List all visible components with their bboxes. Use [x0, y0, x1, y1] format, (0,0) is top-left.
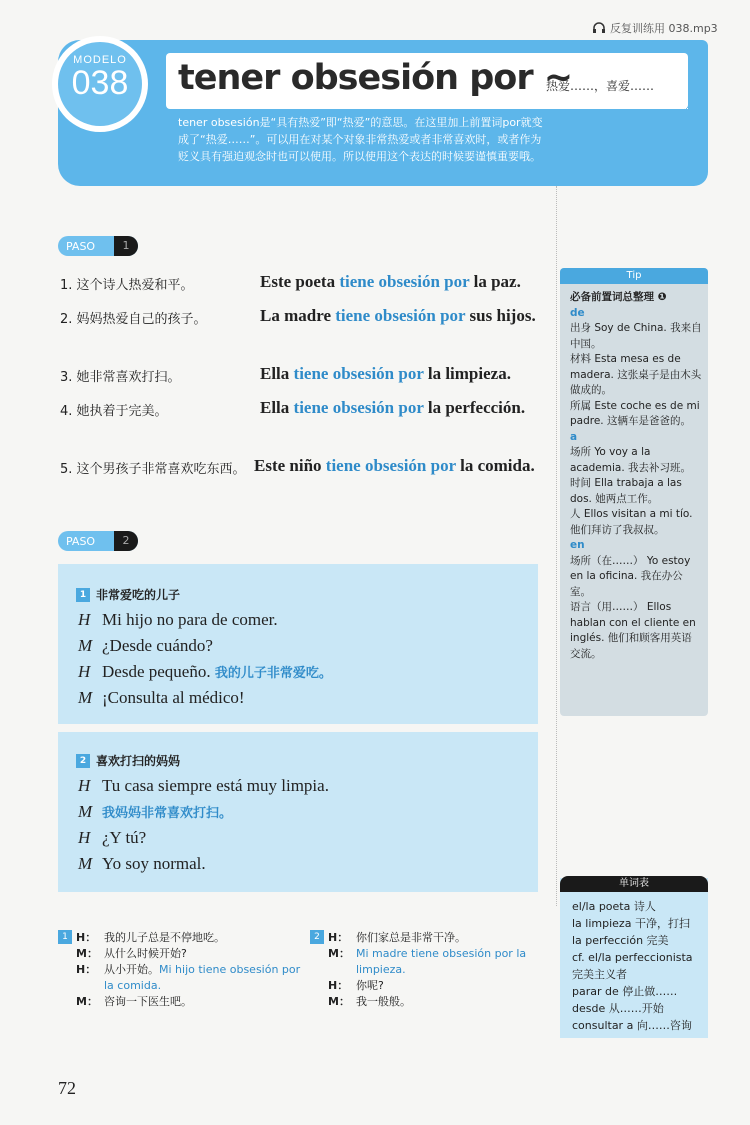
translation-chinese: 从什么时候开始? [104, 947, 187, 960]
spanish-pre: Ella [260, 364, 294, 383]
paso-1-label [58, 236, 138, 256]
spanish-post: la perfección. [423, 398, 526, 417]
dialog-number: 2 [76, 754, 90, 768]
translation-row [76, 962, 304, 994]
vocab-item: parar de 停止做…… [572, 985, 678, 998]
item-number: 2. [60, 312, 77, 327]
dialog-line [78, 636, 213, 656]
translation-chinese: 咨询一下医生吧。 [104, 995, 192, 1008]
paso-2-label [58, 531, 138, 551]
headphones-icon [592, 22, 606, 34]
translation-spanish: Mi hijo tiene obsesión por la comida. [104, 963, 301, 992]
translation-chinese: 从小开始。 [104, 963, 159, 976]
speaker-label: H [78, 610, 91, 629]
item-number: 1. [60, 278, 77, 293]
spanish-post: sus hijos. [465, 306, 536, 325]
translation-row [328, 930, 556, 946]
translation-row [328, 994, 556, 1010]
spanish-pre: Este poeta [260, 272, 340, 291]
item-number: 3. [60, 370, 77, 385]
tip-body [570, 290, 702, 662]
translation-speaker: M： [328, 995, 350, 1008]
translation-row [328, 978, 556, 994]
dialog-line [78, 776, 329, 796]
item-chinese-text: 她执着于完美。 [76, 404, 168, 419]
paso-label-text: PASO [66, 534, 96, 548]
dialog-line [78, 854, 206, 874]
page-number: 72 [58, 1078, 76, 1098]
tip-example: 时间 Ella trabaja a las dos. 她两点工作。 [570, 477, 682, 505]
paso1-chinese-5 [60, 458, 246, 477]
dialog-text [102, 854, 206, 874]
paso1-spanish-3 [260, 362, 540, 386]
item-number: 5. [60, 462, 77, 477]
dialog-text [102, 688, 245, 708]
spanish-post: la limpieza. [423, 364, 511, 383]
paso1-spanish-4 [260, 396, 540, 420]
translation-text [356, 930, 556, 946]
dialog-text [102, 802, 232, 822]
translation-text [104, 994, 304, 1010]
paso1-chinese-4 [60, 400, 168, 419]
spanish-key-phrase: tiene obsesión por [325, 456, 456, 475]
speaker-label: H [78, 828, 91, 847]
translation-speaker: M： [76, 995, 98, 1008]
tip-example: 语言（用……） Ellos hablan con el cliente en inglés. 他们和顾客用英语交流。 [570, 601, 696, 660]
description: tener obsesión是“具有热爱”即“热爱”的意思。在这里加上前置词por就变成了“热爱……”。可以用在对某个对象非常热爱或者非常喜欢时，或者作为贬义具有强迫观念时也可以使用。所以使用这个表达的时候要谨慎重要哦。 [178, 116, 543, 163]
modelo-number: 038 [71, 64, 129, 102]
speaker-label: H [78, 776, 91, 795]
dialog-chinese-prompt: 我妈妈非常喜欢打扫。 [102, 806, 233, 821]
spanish-post: la paz. [469, 272, 521, 291]
dialog-spanish: ¿Y tú? [102, 828, 147, 847]
translation-chinese: 你们家总是非常干净。 [356, 931, 466, 944]
dialog-title: 非常爱吃的儿子 [96, 588, 181, 602]
speaker-label: M [78, 636, 93, 655]
paso1-spanish-5 [254, 454, 544, 478]
spanish-post: la comida. [455, 456, 535, 475]
translation-speaker: H： [328, 931, 349, 944]
translation-row [76, 994, 304, 1010]
paso1-spanish-1 [260, 270, 540, 294]
vocab-item: el/la poeta 诗人 [572, 900, 656, 913]
audio-track-label [592, 20, 718, 36]
tip-example: 场所 Yo voy a la academia. 我去补习班。 [570, 446, 692, 474]
translation-number: 2 [310, 930, 324, 944]
vocab-list [572, 898, 706, 1034]
title-meaning: 热爱……，喜爱…… [546, 79, 655, 93]
item-number: 4. [60, 404, 77, 419]
spanish-key-phrase: tiene obsesión por [293, 398, 424, 417]
translation-speaker: M： [76, 947, 98, 960]
translation-row [328, 946, 556, 978]
translation-speaker: H： [76, 963, 97, 976]
dialog-spanish: Yo soy normal. [102, 854, 206, 873]
spanish-key-phrase: tiene obsesión por [335, 306, 466, 325]
dialog-spanish: ¡Consulta al médico! [102, 688, 245, 707]
audio-file-name: 反复训练用 038.mp3 [610, 22, 718, 35]
dialog-line [78, 662, 332, 682]
dialog-spanish: Tu casa siempre está muy limpia. [102, 776, 329, 795]
translation-text [104, 930, 304, 946]
translation-chinese: 我的儿子总是不停地吃。 [104, 931, 225, 944]
spanish-key-phrase: tiene obsesión por [339, 272, 470, 291]
dialog-text [102, 828, 146, 848]
spanish-pre: Ella [260, 398, 294, 417]
dialog-text [102, 662, 332, 682]
item-chinese-text: 这个诗人热爱和平。 [76, 278, 194, 293]
speaker-label: H [78, 662, 91, 681]
dialog-title: 喜欢打扫的妈妈 [96, 754, 181, 768]
spanish-key-phrase: tiene obsesión por [293, 364, 424, 383]
speaker-label: M [78, 802, 93, 821]
paso1-chinese-2 [60, 308, 207, 327]
tip-preposition: de [570, 306, 585, 319]
vocab-item: la limpieza 干净，打扫 [572, 917, 690, 930]
paso1-chinese-3 [60, 366, 181, 385]
dialog-chinese-prompt: 我的儿子非常爱吃。 [214, 666, 332, 681]
dialog-text [102, 610, 278, 630]
vocab-item: cf. el/la perfeccionista 完美主义者 [572, 951, 693, 981]
vocab-item: consultar a 向……咨询 [572, 1019, 692, 1032]
dialog-line [78, 688, 245, 708]
item-chinese-text: 妈妈热爱自己的孩子。 [76, 312, 207, 327]
translation-text [356, 994, 556, 1010]
translation-text [356, 978, 556, 994]
tip-tab: Tip [560, 268, 708, 284]
dialog-text [102, 776, 329, 796]
vocab-item: desde 从……开始 [572, 1002, 664, 1015]
translation-speaker: H： [76, 931, 97, 944]
spanish-pre: La madre [260, 306, 336, 325]
dialog-number: 1 [76, 588, 90, 602]
sidebar-divider [556, 186, 557, 906]
modelo-badge [58, 42, 142, 126]
translation-text [104, 962, 304, 994]
tip-example: 场所（在……） Yo estoy en la oficina. 我在办公室。 [570, 554, 691, 598]
translation-1 [58, 930, 304, 1010]
translation-spanish: Mi madre tiene obsesión por la limpieza. [356, 947, 527, 976]
paso1-spanish-2 [260, 304, 540, 328]
item-chinese-text: 她非常喜欢打扫。 [76, 370, 181, 385]
spanish-pre: Este niño [254, 456, 326, 475]
translation-number: 1 [58, 930, 72, 944]
paso-label-text: PASO [66, 239, 96, 253]
dialog-line [78, 828, 146, 848]
paso1-chinese-1 [60, 274, 194, 293]
tip-example: 材料 Esta mesa es de madera. 这张桌子是由木头做成的。 [570, 353, 702, 396]
tip-example: 人 Ellos visitan a mi tío. 他们拜访了我叔叔。 [570, 508, 693, 536]
translation-row [76, 930, 304, 946]
translation-text [104, 946, 304, 962]
dialog-spanish: Desde pequeño. [102, 662, 215, 681]
tip-heading: 必备前置词总整理 ❶ [570, 291, 667, 303]
translation-2 [310, 930, 556, 1010]
dialog-text [102, 636, 213, 656]
paso-number: 2 [114, 531, 138, 551]
vocab-item: la perfección 完美 [572, 934, 669, 947]
translation-speaker: H： [328, 979, 349, 992]
speaker-label: M [78, 688, 93, 707]
paso-number: 1 [114, 236, 138, 256]
translation-speaker: M： [328, 947, 350, 960]
speaker-label: M [78, 854, 93, 873]
translation-text [356, 946, 556, 978]
translation-chinese: 我一般般。 [356, 995, 411, 1008]
dialog-1-header [76, 586, 180, 603]
translation-chinese: 你呢? [356, 979, 384, 992]
dialog-2-header [76, 752, 180, 769]
tip-preposition: en [570, 539, 585, 551]
dialog-line [78, 802, 232, 822]
dialog-spanish: Mi hijo no para de comer. [102, 610, 278, 629]
tip-example: 所属 Este coche es de mi padre. 这辆车是爸爸的。 [570, 399, 700, 427]
divider [178, 108, 688, 109]
page-title: tener obsesión por ~ [178, 58, 573, 98]
tip-preposition: a [570, 430, 578, 443]
translation-row [76, 946, 304, 962]
item-chinese-text: 这个男孩子非常喜欢吃东西。 [76, 462, 246, 477]
dialog-spanish: ¿Desde cuándo? [102, 636, 213, 655]
modelo-label: MODELO [73, 54, 127, 66]
dialog-line [78, 610, 278, 630]
vocab-tab: 单词表 [560, 876, 708, 892]
tip-example: 出身 Soy de China. 我来自中国。 [570, 322, 702, 350]
